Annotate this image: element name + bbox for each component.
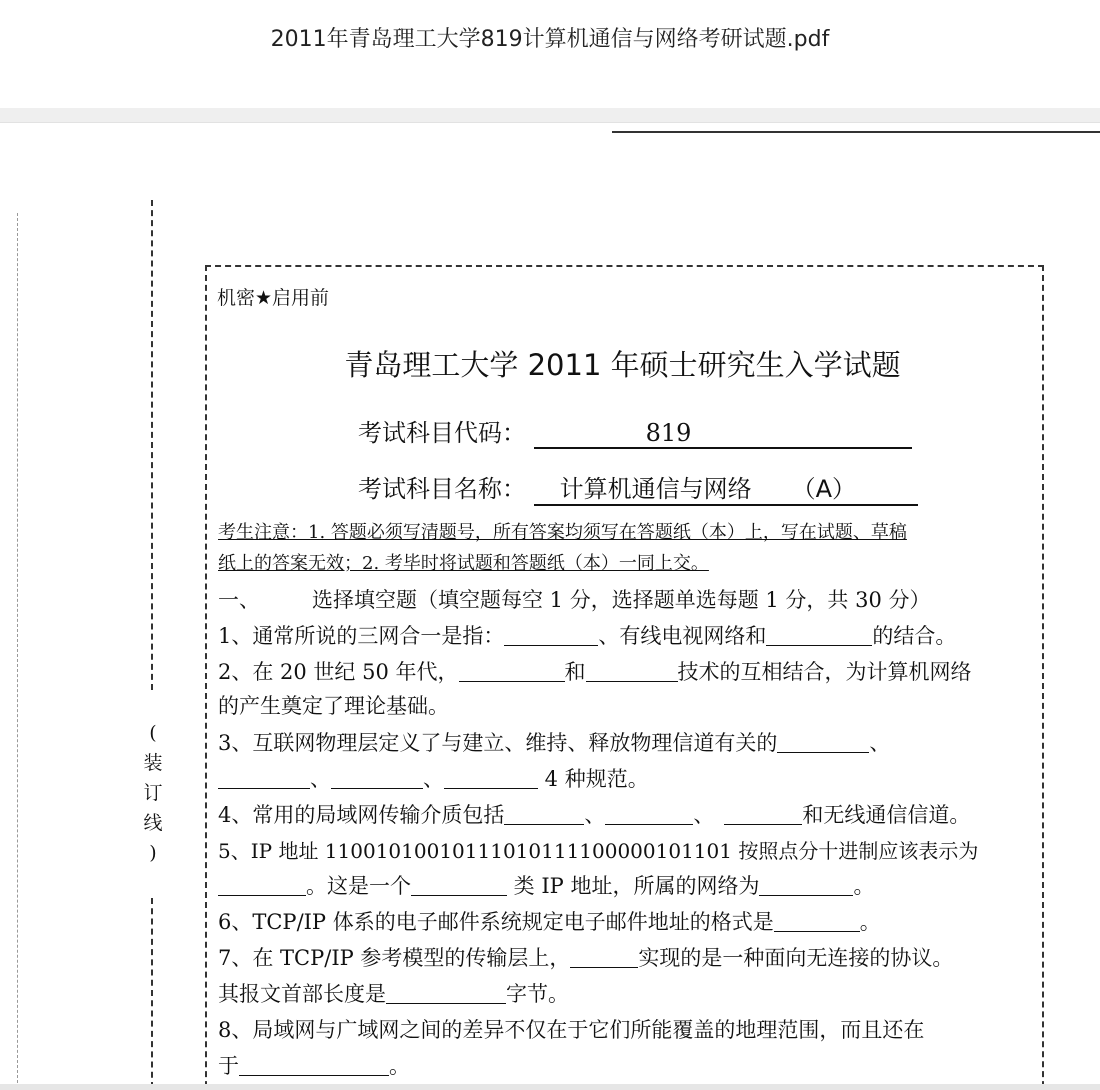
subject-code-blank (534, 419, 912, 449)
viewer-bottom-edge (0, 1084, 1100, 1090)
q4-sep-2: 、 (693, 803, 715, 827)
q7-blank-2 (386, 982, 506, 1004)
q2-blank-2 (586, 660, 678, 682)
subject-name-value: 计算机通信与网络 (559, 475, 752, 503)
section-1-number: 一、 (218, 588, 260, 612)
q7-text-d: 字节。 (506, 982, 569, 1006)
section-1-heading (218, 584, 931, 614)
binding-paren-close: ) (149, 842, 157, 864)
q5-text-b: 。这是一个 (306, 874, 411, 898)
subject-name-blank (534, 469, 918, 506)
question-8 (218, 1014, 924, 1044)
q1-text-b: 、有线电视网络和 (598, 624, 767, 648)
notice-lead: 考生注意： (218, 522, 308, 543)
notice-text-2: 纸上的答案无效；2. 考毕时将试题和答题纸（本）一同上交。 (218, 553, 709, 574)
q3-blank-2 (218, 767, 310, 789)
notice-text-1: 1. 答题必须写清题号，所有答案均须写在答题纸（本）上，写在试题、草稿 (308, 522, 907, 543)
q2-text-b: 和 (564, 660, 586, 684)
binding-line-upper (151, 200, 153, 690)
notice-line-2 (218, 549, 709, 575)
section-1-title: 选择填空题（填空题每空 1 分，选择题单选每题 1 分，共 30 分） (312, 588, 931, 612)
q5-text-c: 类 IP 地址，所属的网络为 (507, 874, 760, 898)
q7-text-c: 其报文首部长度是 (218, 982, 386, 1006)
subject-code-label: 考试科目代码： (358, 419, 526, 447)
binding-line-lower (151, 898, 153, 1085)
q4-text-a: 4、常用的局域网传输介质包括 (218, 803, 505, 827)
viewer-titlebar (0, 0, 1100, 108)
q5-text-a: 5、IP 地址 11001010010111010111100000101101 按照点分十进制应该表示为 (218, 839, 979, 863)
binding-paren-open: ( (149, 722, 157, 744)
q5-blank-1 (218, 874, 306, 896)
question-5-line-2 (218, 870, 874, 900)
subject-name-suffix: （A） (791, 475, 857, 503)
q4-sep-1: 、 (584, 803, 606, 827)
q3-blank-4 (444, 767, 538, 789)
toolbar-separator (0, 108, 1100, 123)
question-6 (218, 906, 881, 936)
q7-blank-1 (570, 946, 638, 968)
q6-text-a: 6、TCP/IP 体系的电子邮件系统规定电子邮件地址的格式是 (218, 910, 774, 934)
binding-label (138, 718, 168, 868)
binding-char-xian: 线 (143, 812, 163, 834)
q7-text-b: 实现的是一种面向无连接的协议。 (638, 946, 954, 970)
q3-blank-1 (777, 731, 869, 753)
q8-text-b: 于 (218, 1054, 239, 1078)
question-3 (218, 727, 890, 757)
confidential-mark: 机密★启用前 (217, 287, 330, 309)
q4-text-c: 和无线通信信道。 (802, 803, 971, 827)
q8-blank-1 (239, 1054, 389, 1076)
scan-top-rule (612, 131, 1100, 133)
exam-title: 青岛理工大学 2011 年硕士研究生入学试题 (344, 348, 901, 382)
document-title: 2011年青岛理工大学819计算机通信与网络考研试题.pdf (270, 27, 830, 52)
q1-blank-1 (504, 624, 598, 646)
q3-text-c: 4 种规范。 (538, 767, 649, 791)
pdf-page-viewport[interactable] (0, 123, 1100, 1085)
subject-name-row (358, 469, 918, 506)
q6-text-b: 。 (859, 910, 881, 934)
q6-blank-1 (774, 910, 860, 932)
q2-text-c: 技术的互相结合，为计算机网络 (677, 660, 972, 684)
q5-blank-3 (759, 874, 853, 896)
binding-char-zhuang: 装 (143, 752, 163, 774)
binding-char-ding: 订 (143, 782, 163, 804)
subject-name-label: 考试科目名称： (358, 475, 526, 503)
q3-sep-2: 、 (423, 767, 444, 791)
question-3-line-2 (218, 763, 649, 793)
q1-text-c: 的结合。 (872, 624, 957, 648)
q5-text-d: 。 (853, 874, 875, 898)
q7-text-a: 7、在 TCP/IP 参考模型的传输层上， (218, 946, 571, 970)
subject-code-value: 819 (645, 419, 692, 447)
question-2-line-2: 的产生奠定了理论基础。 (218, 694, 449, 718)
q4-blank-1 (504, 803, 584, 825)
q3-text-a: 3、互联网物理层定义了与建立、维持、释放物理信道有关的 (218, 731, 778, 755)
q3-sep-1: 、 (310, 767, 331, 791)
question-8-line-2 (218, 1050, 410, 1080)
subject-code-row (358, 413, 912, 449)
q3-blank-3 (331, 767, 423, 789)
q8-text-c: 。 (389, 1054, 410, 1078)
question-2 (218, 656, 972, 686)
q1-blank-2 (766, 624, 872, 646)
question-1 (218, 620, 956, 650)
question-7 (218, 942, 953, 972)
q3-text-b: 、 (869, 731, 891, 755)
q2-text-a: 2、在 20 世纪 50 年代， (218, 660, 459, 684)
question-5 (218, 835, 978, 864)
q5-blank-2 (411, 874, 507, 896)
notice-line-1 (218, 518, 907, 544)
page-edge-dashed-line (17, 213, 18, 1083)
question-7-line-2 (218, 978, 569, 1008)
q8-text-a: 8、局域网与广域网之间的差异不仅在于它们所能覆盖的地理范围，而且还在 (218, 1018, 925, 1042)
q4-blank-2 (605, 803, 693, 825)
q4-blank-3 (724, 803, 802, 825)
q2-blank-1 (459, 660, 565, 682)
q1-text-a: 1、通常所说的三网合一是指： (218, 624, 505, 648)
question-4 (218, 799, 970, 829)
